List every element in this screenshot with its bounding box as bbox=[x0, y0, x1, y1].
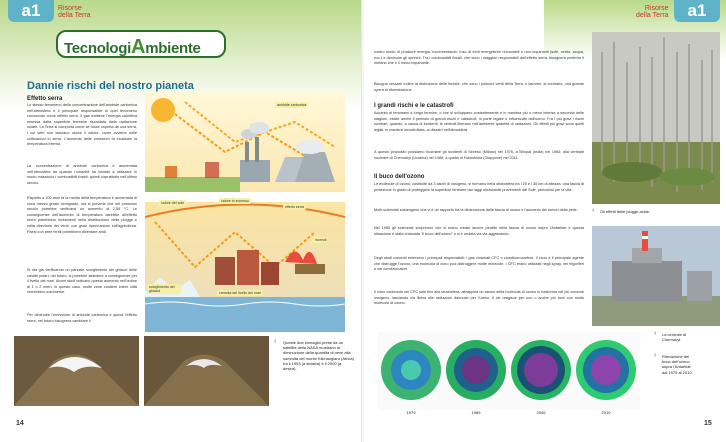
label-greenhouse: effetto serra bbox=[285, 205, 305, 209]
label-fires: incendi bbox=[315, 238, 327, 242]
forest-caption: Gli effetti delle piogge acide. bbox=[600, 209, 651, 214]
page-number-left: 14 bbox=[16, 420, 24, 427]
caption-arrow-chernobyl-icon: ‹ bbox=[654, 330, 657, 337]
kilimanjaro-caption: Queste due immagini prese da un satellite della NASA mostrano la diminuzione della quantità di neve alla sommità del monte Kilimangiaro (Africa) tra il 1993 (a sinistra) e il 2000 (a destra). bbox=[283, 340, 354, 372]
label-ice: scioglimento dei ghiacci bbox=[147, 284, 181, 294]
logo-text-prefix: Tecnologi bbox=[64, 40, 132, 57]
paragraph-incidenti: A questo proposito possiamo ricordare gli incidenti di Seveso (Milano) nel 1976, a Bhopal (India) nel 1984, alla centrale nucleare di Chernobyl (Ucraina) nel 1986, a quella di Fukushima (Giappone) nel 2011. bbox=[374, 150, 584, 160]
ozone-map-2010 bbox=[576, 340, 636, 400]
caption-arrow-icon: ‹ bbox=[274, 338, 277, 345]
body-paragraph-3: Rispetto a 100 anni fa la media della temperatura è aumentata di circa mezzo grado centigrado, ma si prevede che nel prossimo secolo potrebbe verificarsi un aumento di 2,55 °C. Le conseguenze dell'aumento di temperatura darebbe all'effetto serra potrebbero mutamenti nella distribuzione delle piogge e nella direzione dei venti, con gravi ripercussioni sull'agricoltura. Paesi con aree fertili potrebbero diventare aridi. bbox=[27, 196, 137, 234]
body-paragraph-2: La concentrazione di anidride carbonica è aumentata nell'atmosfera da quando l'umanità ha iniziato a utilizzare in modo massiccio i combustibili fossili, quindi soprattutto nell'ultimo secolo. bbox=[27, 164, 137, 185]
year-1979: 1979 bbox=[406, 410, 416, 415]
ozone-map-2006 bbox=[511, 340, 571, 400]
chapter-chip: a1 bbox=[8, 0, 54, 22]
logo-text-highlight: A bbox=[131, 36, 146, 58]
ozone-map-1989 bbox=[446, 340, 506, 400]
heading-rischi: I grandi rischi e le catastrofi bbox=[374, 103, 454, 109]
kilimanjaro-photos bbox=[14, 336, 269, 406]
chernobyl-photo bbox=[592, 226, 720, 326]
logo bbox=[56, 30, 226, 58]
paragraph-ozono-5: Il cloro contenuto nei CFC sale fino alla stratosfera, attrappola un atomo della molecola di ozono lo trasforma nel più comune ossigeno, lasciando via libera alle radiazioni dannose per l'uomo. Il cfc reagisce per uno o anche più anni con molte molecole di ozono. bbox=[374, 290, 584, 306]
ozone-maps bbox=[378, 332, 640, 418]
body-paragraph-1: Lo stesso fenomeno della concentrazione dell'anidride carbonica nell'atmosfera è il principale responsabile di quel fenomeno conosciuto come effetto serra. Il gas trattiene l'energia calorifica emessa dalla superficie terrestre riscaldata dalla radiazione solare. La Terra si comporta come se fosse coperta da una serra, i cui vetri non lasciano uscire il calore, come avviene nelle coltivazioni in serra. L'aumento delle emissioni fa innalzare la temperatura interna. bbox=[27, 103, 137, 147]
heading-ozono: Il buco dell'ozono bbox=[374, 174, 425, 180]
chapter-chip-right: a1 bbox=[674, 0, 720, 22]
label-earth-heat: calore in eccesso bbox=[221, 199, 249, 203]
paragraph-rischi: Accanto ai fenomeni a lungo termine, o che si sviluppano costantemente e in maniera più o meno intensa a seconda delle stagioni, esiste anche il pericolo di grandi rischi e catastrofi, in parte legate o influenzate dall'uomo. Fra i più gravi i rischi nucleari, quando, a causa di incidenti, le centrali liberano nell'ambiente quantità di radiazioni. Gli effetti più gravi sono quelli legati, in maniera incontrollata, ai disastri nell'atmosfera. bbox=[374, 111, 584, 132]
paragraph-ozono-3: Nel 1985 gli scienziati scoprirono che si erano create lacune perdite nella fascia di ozono sopra l'Antartide e questa situazione è stata chiamata "il buco dell'ozono" e si è andata via via aggravando. bbox=[374, 226, 584, 236]
intro-paragraph-2: Bisogna cessare inoltre la distruzione delle foreste, che sono i polmoni verdi della Terra, e favorire, al contrario, una grande opera di riforestazione. bbox=[374, 82, 584, 92]
body-paragraph-4: Si sta già verificando un parziale scioglimento dei ghiacci delle calotte polari, nel futuro, si potrebbe assistere a conseguenze per il livello dei mari. Alcuni studi indicano questo aumento nell'ordine di 1 o 2 metri, in questo caso, molte zone costiere intere città verrebbero sommerse. bbox=[27, 268, 137, 295]
forest-photo bbox=[592, 32, 720, 204]
label-sun-heat: calore del sole bbox=[161, 201, 185, 205]
caption-arrow-forest-icon: ‹ bbox=[592, 207, 595, 214]
section-label-right: Risorse della Terra bbox=[636, 5, 669, 19]
page-number-right: 15 bbox=[704, 420, 712, 427]
paragraph-ozono-4: Degli studi condotti emersero i principali responsabili: i gas chiamati CFC o clorofluorocarburi. Il cloro è il principale agente che distrugge l'ozono, una molecola di cloro può distruggere molte molecole. I CFC erano utilizzati negli spray, nei frigoriferi e nei condizionatori. bbox=[374, 256, 584, 272]
ozone-caption: Rilevazione del buco dell'ozono sopra l'Antartide dal 1979 al 2010. bbox=[662, 354, 693, 375]
paragraph-ozono-1: Le molecole di ozono, costituite da 3 atomi di ossigeno, si formano nella stratosfera tra i 25 e i 35 km di altezza, una fascia di protezione in grado di proteggere la superficie terrestre dai raggi ultravioletti provenienti dal Sole, pericolosi per la vita. bbox=[374, 182, 584, 192]
section-label: Risorse della Terra bbox=[58, 5, 91, 19]
right-page bbox=[364, 0, 726, 442]
greenhouse-diagram bbox=[145, 92, 345, 332]
label-co2: anidride carbonica bbox=[277, 103, 307, 107]
year-2006: 2006 bbox=[536, 410, 546, 415]
greenhouse-illustration bbox=[145, 92, 345, 332]
page-title: Dannie rischi del nostro pianeta bbox=[27, 80, 194, 92]
intro-paragraph: nostro modo di produrre energia, incrementando l'uso di fonti energetiche rinnovabili e non inquinanti (sole, vento, acqua, ecc.) e diminuire gli sprechi. Tra i combustibili fossili, che sono i maggiori responsabili dell'effetto serra, bisognerà preferire il metano che è il meno inquinante. bbox=[374, 50, 584, 66]
chernobyl-caption: La centrale di Chernobyl. bbox=[662, 332, 687, 343]
ozone-map-1979 bbox=[381, 340, 441, 400]
caption-arrow-ozone-icon: ‹ bbox=[654, 352, 657, 359]
left-page bbox=[0, 0, 362, 442]
logo-text-suffix: mbiente bbox=[145, 40, 201, 57]
subtitle-effetto-serra: Effetto serra bbox=[27, 96, 63, 102]
sun-icon bbox=[151, 98, 175, 122]
body-paragraph-5: Per diminuire l'emissione di anidride carbonica e quindi l'effetto serra, nel futuro bisognerà cambiare il bbox=[27, 313, 137, 323]
year-2010: 2010 bbox=[601, 410, 611, 415]
paragraph-ozono-2: Molti scienziati sostengono che vi è un rapporto tra la diminuzione della fascia di ozono e l'aumento dei tumori della pelle. bbox=[374, 208, 578, 212]
year-1989: 1989 bbox=[471, 410, 481, 415]
label-sea: crescita del livello dei mari bbox=[219, 291, 261, 295]
